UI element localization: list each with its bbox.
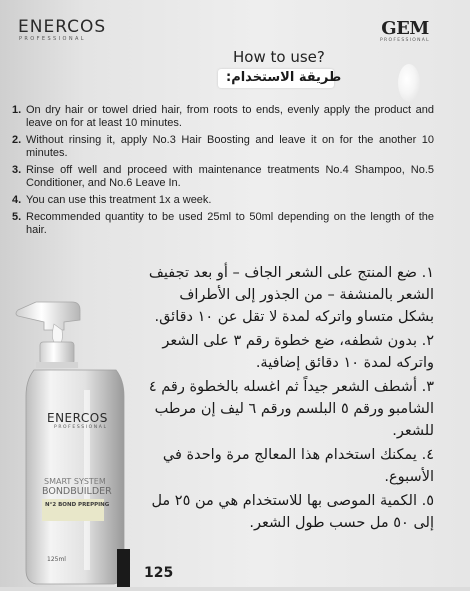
arabic-step: ٤. يمكنك استخدام هذا المعالج مرة واحدة في الأسبوع. [162, 447, 434, 485]
spray-bottle-icon [14, 300, 134, 587]
bottle-label-title: N°2 BOND PREPPING [45, 502, 110, 508]
bottle-label-line1: SMART SYSTEM [44, 477, 106, 486]
how-to-use-heading: How to use? [233, 48, 325, 66]
page-number: 125 [144, 565, 174, 581]
footer-black-tab [117, 549, 130, 587]
gem-logo-sub: PROFESSIONAL [380, 38, 430, 43]
arabic-heading: طريقة الاستخدام: [226, 70, 342, 85]
cream-swoosh-decoration [398, 64, 420, 102]
bottle-label-volume: 125ml [47, 556, 66, 563]
arabic-step: ٢. بدون شطفه، ضع خطوة رقم ٣ على الشعر واتركه لمدة ١٠ دقائق إضافية. [162, 333, 434, 371]
english-step: 5. Recommended quantity to be used 25ml to 50ml depending on the length of the hair. [12, 211, 434, 236]
english-step: 1. On dry hair or towel dried hair, from roots to ends, evenly apply the product and leave on for at least 10 minutes. [12, 104, 434, 129]
english-step: 3. Rinse off well and proceed with maintenance treatments No.4 Shampoo, No.5 Conditioner, and No.6 Leave In. [12, 164, 434, 189]
product-bottle-image [14, 300, 134, 587]
arabic-step: ١. ضع المنتج على الشعر الجاف – أو بعد تجفيف الشعر بالمنشفة – من الجذور إلى الأطراف بشكل متساو واتركه لمدة لا تقل عن ١٠ دقائق. [148, 265, 434, 325]
bottle-label-brand-sub: PROFESSIONAL [54, 425, 108, 430]
arabic-steps-list [148, 262, 434, 536]
english-step: 2. Without rinsing it, apply No.3 Hair Boosting and leave it on for the another 10 minutes. [12, 134, 434, 159]
english-step: 4. You can use this treatment 1x a week. [12, 194, 212, 206]
enercos-logo-sub: PROFESSIONAL [19, 36, 86, 42]
english-steps-list [12, 104, 434, 241]
enercos-logo [18, 18, 106, 42]
arabic-step: ٣. أشطف الشعر جيداً ثم اغسله بالخطوة رقم ٤ الشامبو ورقم ٥ البلسم ورقم ٦ ليف إن مرطب للشعر. [148, 379, 434, 439]
enercos-logo-name: ENERCOS [18, 17, 107, 37]
gem-logo [380, 20, 430, 43]
bottle-label-line2: BONDBUILDER [42, 486, 112, 497]
arabic-step: ٥. الكمية الموصى بها للاستخدام هي من ٢٥ مل إلى ٥٠ مل حسب طول الشعر. [151, 493, 434, 531]
bottle-label-brand: ENERCOS [47, 411, 108, 425]
gem-logo-name: GEM [381, 18, 429, 39]
